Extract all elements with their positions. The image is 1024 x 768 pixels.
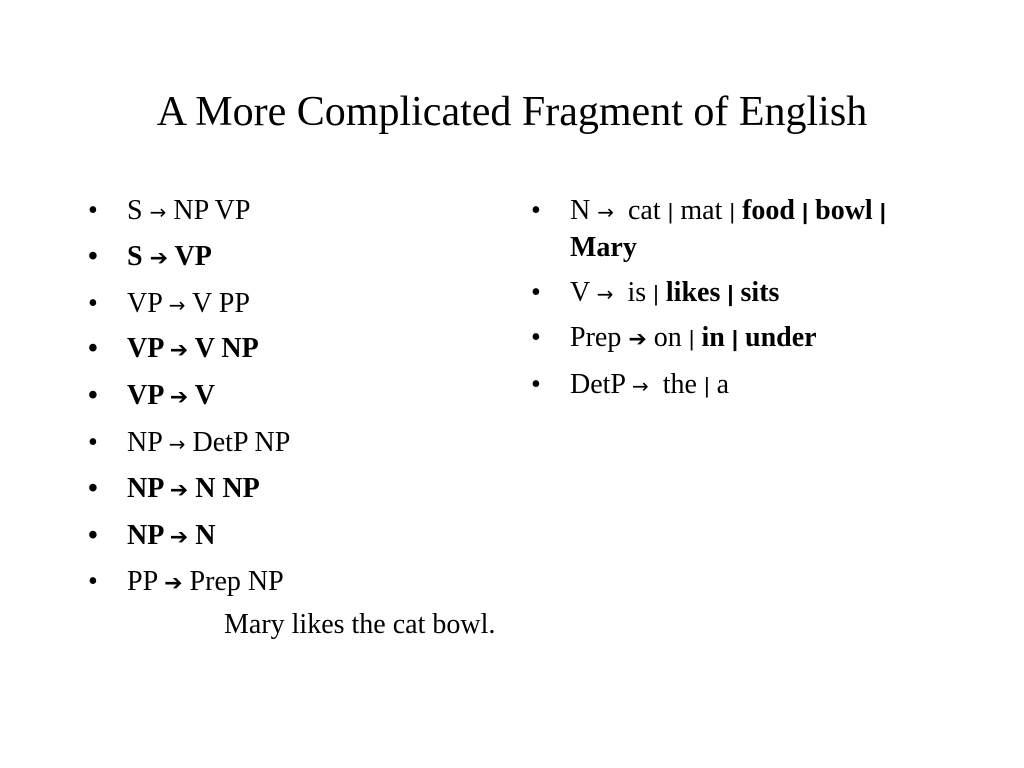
lexical-word: mat: [680, 195, 723, 226]
right-arrow-icon: →: [168, 292, 186, 317]
lexical-word: food: [742, 195, 795, 226]
separator: |: [879, 199, 886, 224]
example-sentence: Mary likes the cat bowl.: [224, 609, 496, 640]
right-arrow-icon: ➔: [164, 571, 183, 597]
left-rule-list: [88, 193, 488, 611]
bullet-icon: •: [88, 195, 98, 226]
rule-rhs: NP VP: [173, 195, 251, 226]
bullet-icon: •: [88, 287, 98, 319]
rule-rhs: V NP: [194, 333, 259, 365]
separator: |: [801, 199, 809, 224]
right-arrow-icon: →: [168, 431, 186, 456]
right-arrow-icon: ➔: [169, 477, 189, 503]
right-arrow-icon: ➔: [169, 524, 189, 550]
lexical-word: cat: [628, 195, 661, 226]
rule-item: [88, 193, 488, 230]
rule-lhs: N: [570, 195, 591, 226]
bullet-icon: •: [88, 472, 98, 504]
lexicon-rule-v: [531, 275, 891, 312]
separator: |: [731, 326, 738, 351]
bullet-icon: •: [531, 322, 541, 353]
lexical-word: likes: [665, 276, 721, 308]
rule-rhs: VP: [174, 240, 212, 272]
bullet-icon: •: [88, 380, 98, 412]
rule-lhs: DetP: [570, 368, 625, 400]
lexicon-rule-detp: [531, 367, 891, 404]
lexical-word: on: [653, 322, 682, 353]
rule-rhs: Prep NP: [189, 566, 284, 598]
right-arrow-icon: ➔: [169, 338, 189, 364]
lexical-word: the: [662, 368, 697, 400]
right-arrow-icon: →: [631, 373, 649, 398]
rule-lhs: NP: [127, 472, 163, 504]
right-arrow-icon: →: [149, 200, 167, 224]
bullet-icon: •: [531, 368, 541, 400]
lexical-word: a: [716, 368, 730, 400]
rule-lhs: S: [127, 195, 143, 226]
rule-rhs: V PP: [192, 287, 250, 319]
rule-item: [88, 239, 488, 277]
lexicon-rule-n: [531, 193, 891, 266]
rule-rhs: N NP: [195, 472, 260, 504]
lexical-word: sits: [740, 276, 780, 308]
separator: |: [727, 280, 734, 306]
rule-item: [88, 564, 488, 602]
rule-lhs: VP: [127, 380, 163, 412]
lexical-word: Mary: [570, 232, 637, 263]
rule-item: [88, 378, 488, 416]
separator: |: [729, 199, 736, 224]
rule-lhs: VP: [127, 333, 163, 365]
rule-lhs: PP: [127, 566, 158, 598]
rule-lhs: VP: [127, 287, 162, 319]
lexicon-rule-prep: [531, 320, 891, 358]
bullet-icon: •: [531, 195, 541, 226]
bullet-icon: •: [88, 519, 98, 551]
right-arrow-icon: ➔: [149, 245, 169, 271]
right-arrow-icon: ➔: [628, 327, 647, 352]
right-arrow-icon: →: [597, 200, 614, 224]
rule-item: [88, 286, 488, 323]
lexical-word: is: [627, 276, 647, 308]
lexicon-rule-list: [531, 193, 891, 412]
separator: |: [667, 199, 674, 224]
rule-rhs: N: [195, 519, 216, 551]
rule-item: [88, 471, 488, 509]
separator: |: [653, 280, 659, 306]
rule-lhs: S: [127, 240, 143, 272]
separator: |: [703, 372, 710, 398]
separator: |: [688, 326, 695, 351]
lexical-word: bowl: [815, 195, 873, 226]
bullet-icon: •: [88, 333, 98, 365]
rule-lhs: NP: [127, 426, 162, 458]
rule-item: [88, 331, 488, 369]
lexical-word: in: [701, 322, 725, 353]
bullet-icon: •: [88, 566, 98, 598]
right-arrow-icon: ➔: [169, 385, 189, 411]
right-arrow-icon: →: [596, 281, 614, 306]
rule-lhs: Prep: [570, 322, 622, 353]
rule-rhs: V: [194, 380, 215, 412]
bullet-icon: •: [531, 276, 541, 308]
bullet-icon: •: [88, 426, 98, 458]
rule-lhs: NP: [127, 519, 163, 551]
slide-title: A More Complicated Fragment of English: [156, 89, 868, 135]
lexical-word: under: [745, 322, 817, 353]
rule-item: [88, 518, 488, 556]
bullet-icon: •: [88, 240, 98, 272]
rule-item: [88, 425, 488, 462]
rule-lhs: V: [570, 276, 590, 308]
rule-rhs: DetP NP: [192, 426, 291, 458]
